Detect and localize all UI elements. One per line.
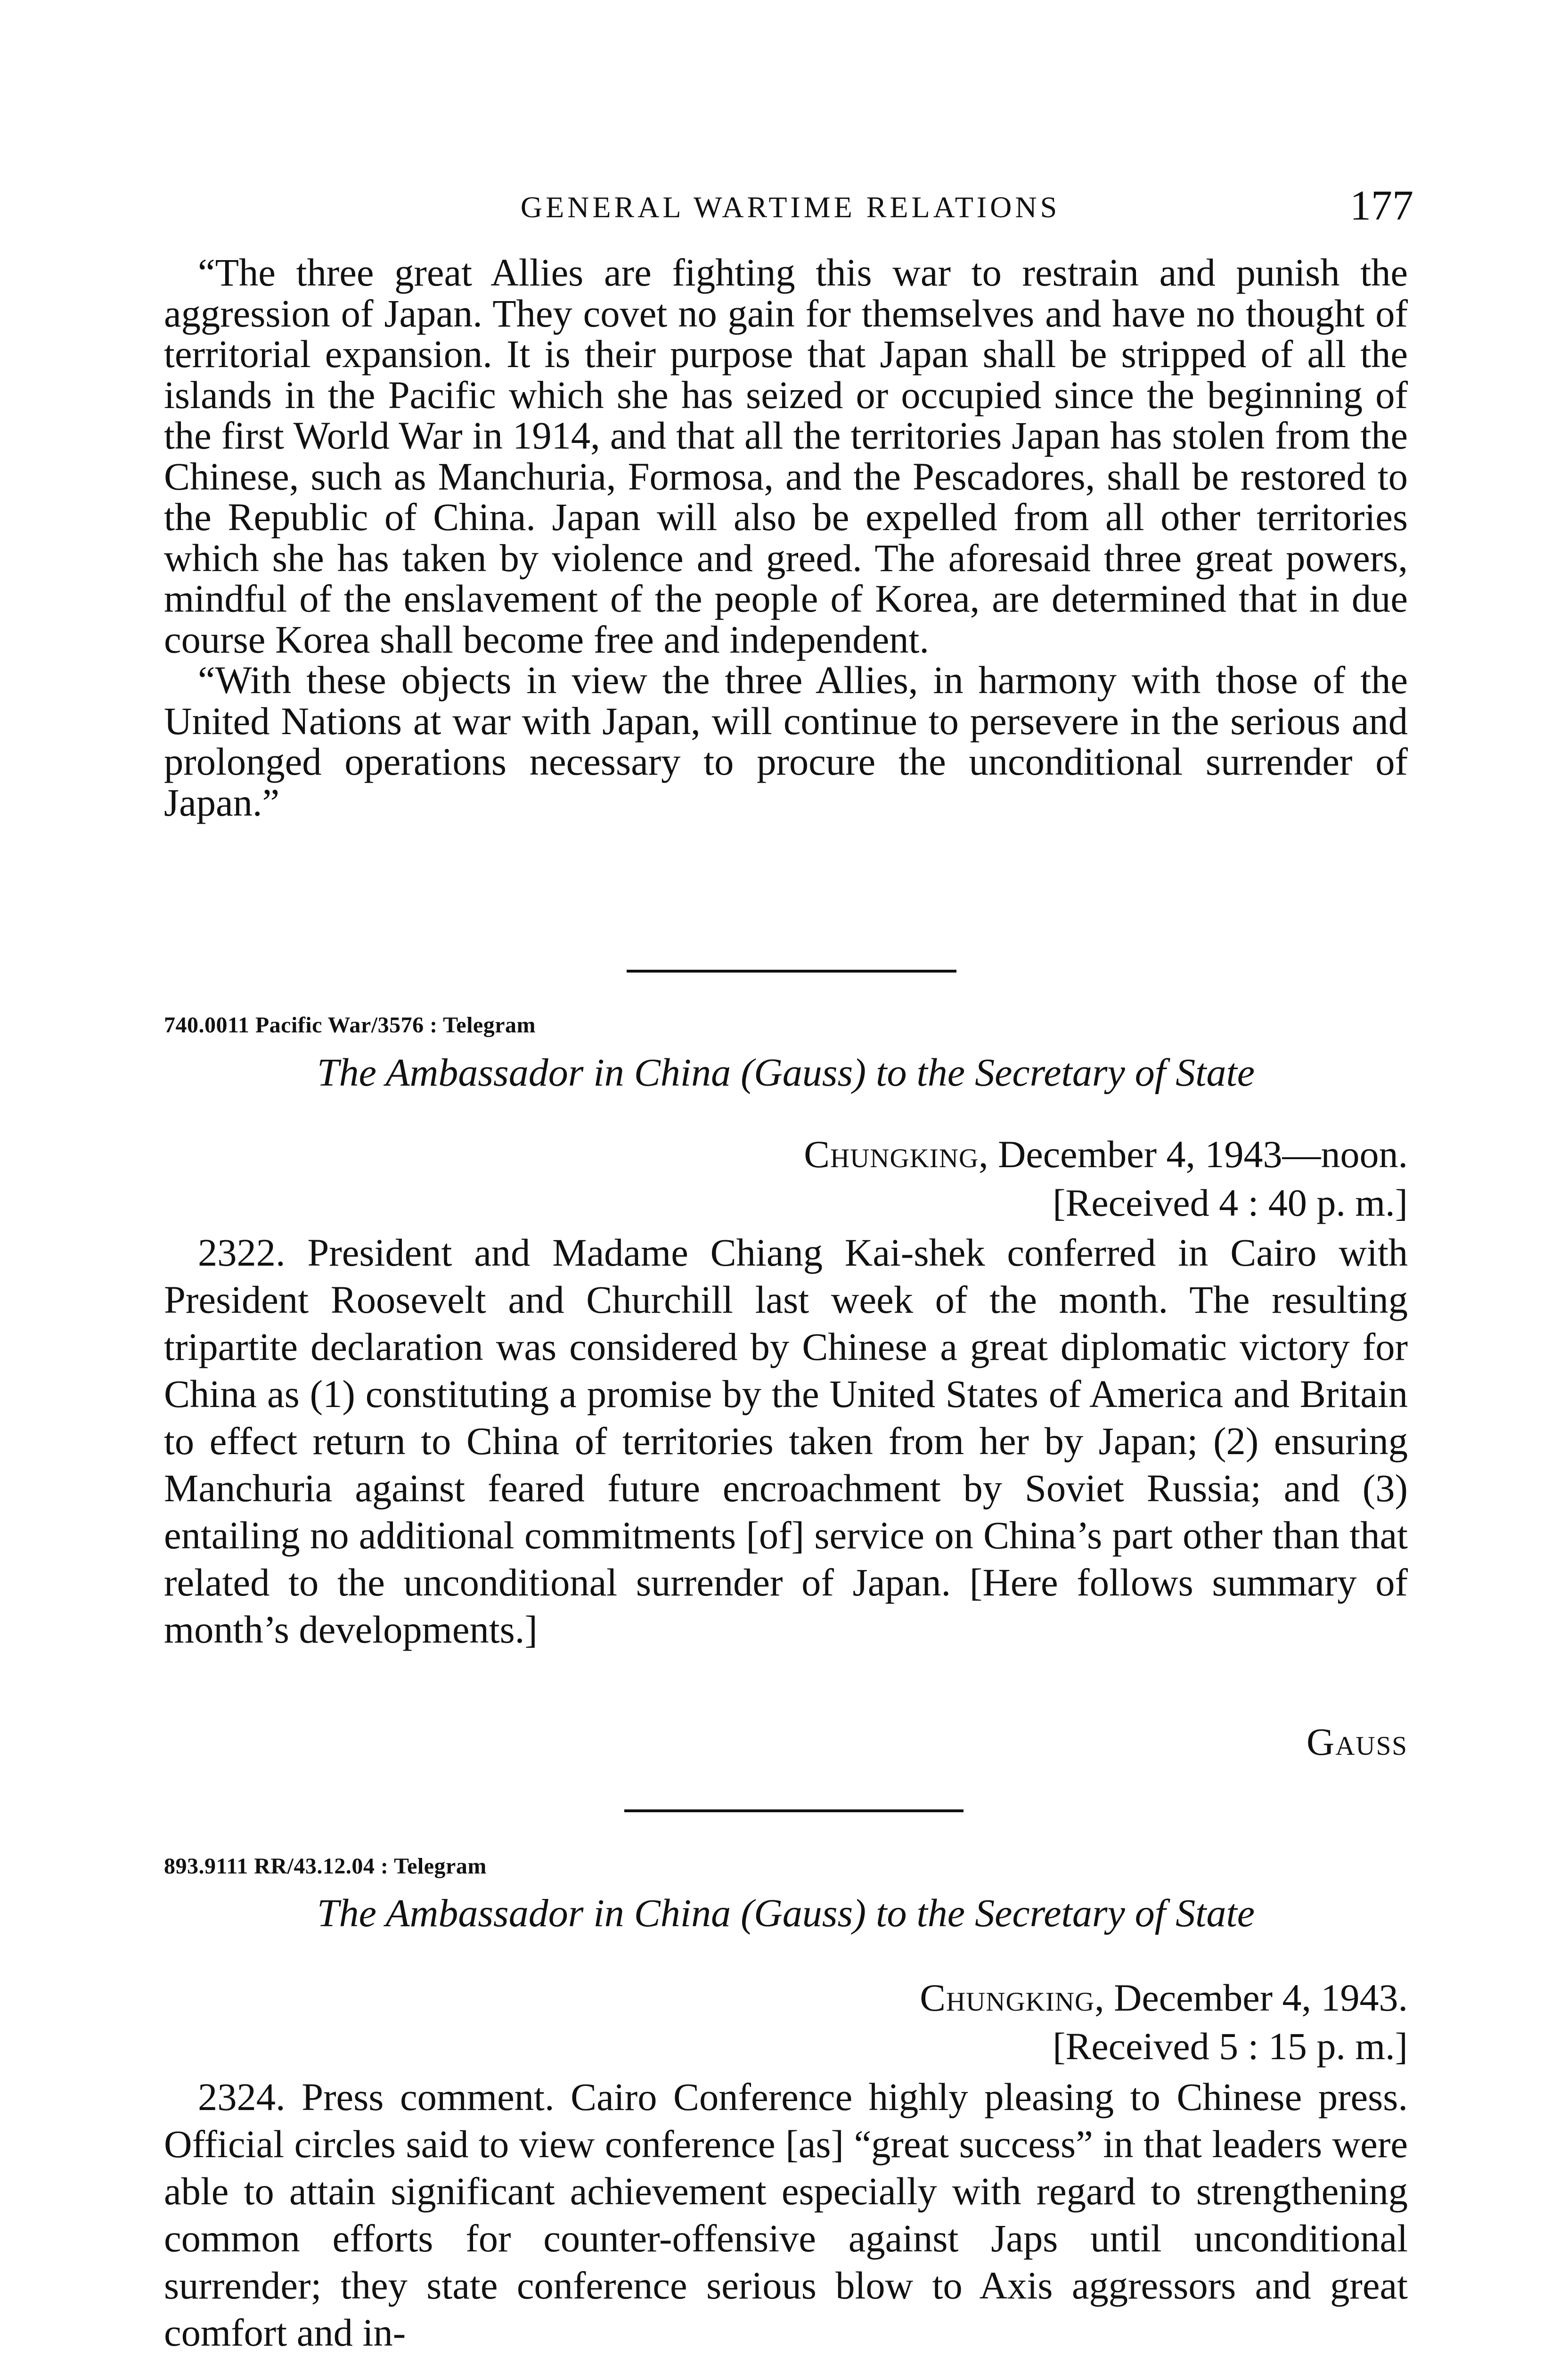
declaration-quote bbox=[164, 252, 1408, 823]
section-divider-2 bbox=[624, 1809, 964, 1812]
dateline-place-2: Chungking bbox=[920, 1976, 1095, 2019]
telegram-body-2: 2324. Press comment. Cairo Conference highly pleasing to Chinese press. Official circles said to view conference [as] “great success” in that leaders were able to attain significant achievement especially with regard to strengthening common efforts for counter-offensive against Japs until unconditional surrender; they state conference serious blow to Axis aggressors and great comfort and in- bbox=[164, 2075, 1408, 2354]
running-title: GENERAL WARTIME RELATIONS bbox=[520, 190, 1061, 224]
running-header bbox=[167, 181, 1413, 229]
dateline-place-date-1 bbox=[804, 1130, 1408, 1178]
received-note-2: [Received 5 : 15 p. m.] bbox=[1053, 2025, 1408, 2068]
section-divider-1 bbox=[627, 970, 956, 973]
page-number: 177 bbox=[1350, 182, 1413, 229]
document-title-2: The Ambassador in China (Gauss) to the Secretary of State bbox=[317, 1891, 1255, 1935]
dateline-place-date-2 bbox=[920, 1973, 1408, 2022]
quote-paragraph-1: “The three great Allies are fighting this war to restrain and punish the aggression of Japan. They covet no gain for themselves and have no thought of territorial expansion. It is their purpose that Japan shall be stripped of all the islands in the Pacific which she has seized or occupied since the beginning of the first World War in 1914, and that all the territories Japan has stolen from the Chinese, such as Manchuria, Formosa, and the Pescadores, shall be restored to the Republic of China. Japan will also be expelled from all other territories which she has taken by violence and greed. The aforesaid three great powers, mindful of the enslavement of the people of Korea, are determined that in due course Korea shall become free and independent. bbox=[164, 251, 1408, 661]
dateline-date-2: , December 4, 1943. bbox=[1094, 1976, 1408, 2019]
dateline-2 bbox=[920, 1973, 1408, 2070]
signature-gauss: Gauss bbox=[1307, 1720, 1408, 1763]
file-reference-1: 740.0011 Pacific War/3576 : Telegram bbox=[164, 1013, 536, 1038]
document-title-1: The Ambassador in China (Gauss) to the Secretary of State bbox=[317, 1051, 1255, 1095]
dateline-place-1: Chungking bbox=[804, 1133, 979, 1176]
file-reference-2: 893.9111 RR/43.12.04 : Telegram bbox=[164, 1854, 487, 1879]
quote-paragraph-2: “With these objects in view the three Allies, in harmony with those of the United Nations at war with Japan, will continue to persevere in the serious and prolonged operations necessary to procure the unconditional surrender of Japan.” bbox=[164, 658, 1408, 824]
telegram-body-1: 2322. President and Madame Chiang Kai-shek conferred in Cairo with President Roosevelt and Churchill last week of the month. The resulting tripartite declaration was considered by Chinese a great diplomatic victory for China as (1) constituting a promise by the United States of America and Britain to effect return to China of territories taken from her by Japan; (2) ensuring Manchuria against feared future encroachment by Soviet Russia; and (3) entailing no additional commitments [of] service on China’s part other than that related to the unconditional surrender of Japan. [Here follows summary of month’s developments.] bbox=[164, 1231, 1408, 1651]
dateline-date-1: , December 4, 1943—noon. bbox=[979, 1133, 1408, 1176]
dateline-1 bbox=[804, 1130, 1408, 1227]
received-note-1: [Received 4 : 40 p. m.] bbox=[1053, 1181, 1408, 1224]
